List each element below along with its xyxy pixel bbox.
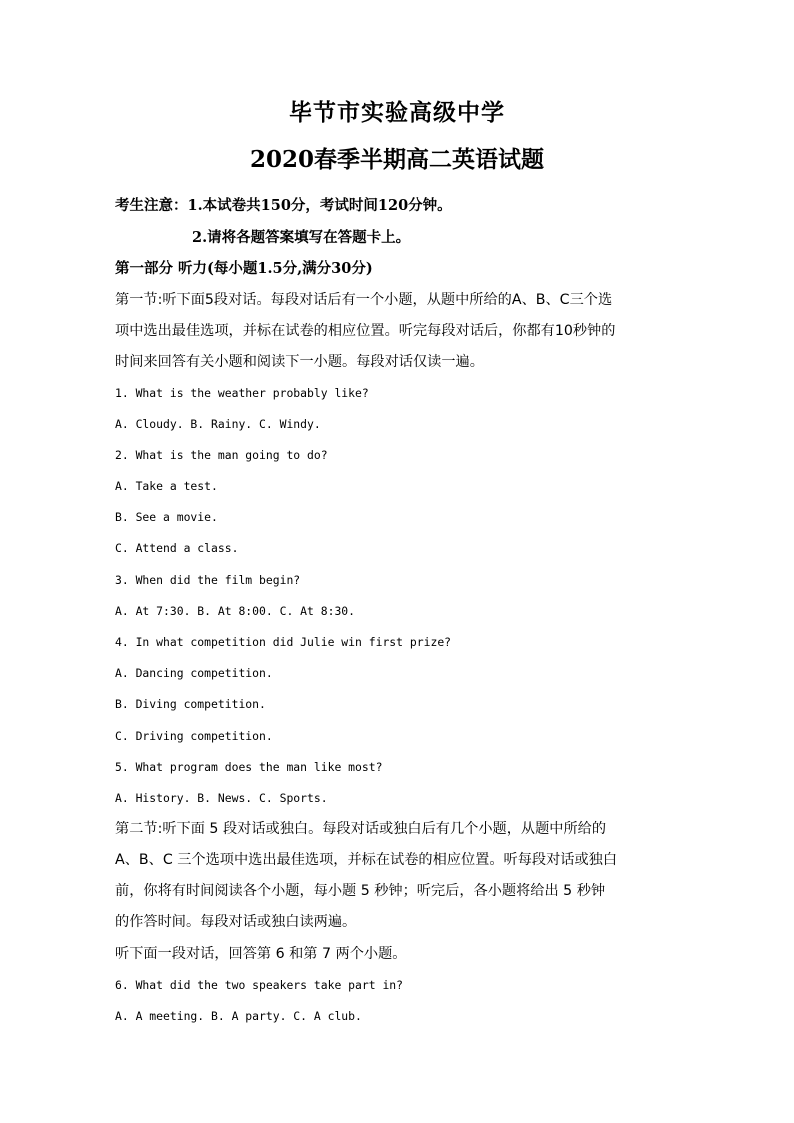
section2-instruction-line: 听下面一段对话，回答第 6 和第 7 两个小题。	[115, 946, 407, 962]
notice-line-2: 2.请将各题答案填写在答题卡上。	[192, 229, 411, 246]
part1-heading: 第一部分 听力(每小题1.5分,满分30分)	[115, 260, 373, 277]
question-line: 4. In what competition did Julie win first prize?	[115, 635, 452, 649]
exam-title: 2020春季半期高二英语试题	[249, 146, 544, 173]
question-line: 1. What is the weather probably like?	[115, 386, 369, 400]
question-line: 3. When did the film begin?	[115, 573, 301, 587]
question-line: A. At 7:30. B. At 8:00. C. At 8:30.	[115, 604, 356, 618]
section2-instruction-line: 前，你将有时间阅读各个小题，每小题 5 秒钟；听完后，各小题将给出 5 秒钟	[115, 883, 606, 899]
question-line: C. Attend a class.	[115, 541, 239, 555]
question-line: A. A meeting. B. A party. C. A club.	[115, 1009, 362, 1023]
section2-instruction-line: A、B、C 三个选项中选出最佳选项，并标在试卷的相应位置。听每段对话或独白	[115, 852, 618, 868]
question-line: 2. What is the man going to do?	[115, 448, 328, 462]
question-line: 5. What program does the man like most?	[115, 760, 383, 774]
notice-line-1: 考生注意：1.本试卷共150分，考试时间120分钟。	[115, 197, 452, 214]
section2-instruction-line: 的作答时间。每段对话或独白读两遍。	[115, 914, 357, 930]
question-line: C. Driving competition.	[115, 729, 273, 743]
question-line: B. Diving competition.	[115, 697, 266, 711]
section2-instruction-line: 第二节:听下面 5 段对话或独白。每段对话或独白后有几个小题，从题中所给的	[115, 821, 607, 837]
question-line: A. History. B. News. C. Sports.	[115, 791, 328, 805]
school-title: 毕节市实验高级中学	[289, 99, 505, 126]
section1-instruction-line: 时间来回答有关小题和阅读下一小题。每段对话仅读一遍。	[115, 354, 484, 370]
question-line: A. Take a test.	[115, 479, 218, 493]
question-line: A. Cloudy. B. Rainy. C. Windy.	[115, 417, 321, 431]
section1-instruction-line: 第一节:听下面5段对话。每段对话后有一个小题，从题中所给的A、B、C三个选	[115, 292, 613, 308]
question-line: A. Dancing competition.	[115, 666, 273, 680]
question-line: 6. What did the two speakers take part in?	[115, 978, 404, 992]
question-line: B. See a movie.	[115, 510, 218, 524]
section1-instruction-line: 项中选出最佳选项，并标在试卷的相应位置。听完每段对话后，你都有10秒钟的	[115, 323, 616, 339]
